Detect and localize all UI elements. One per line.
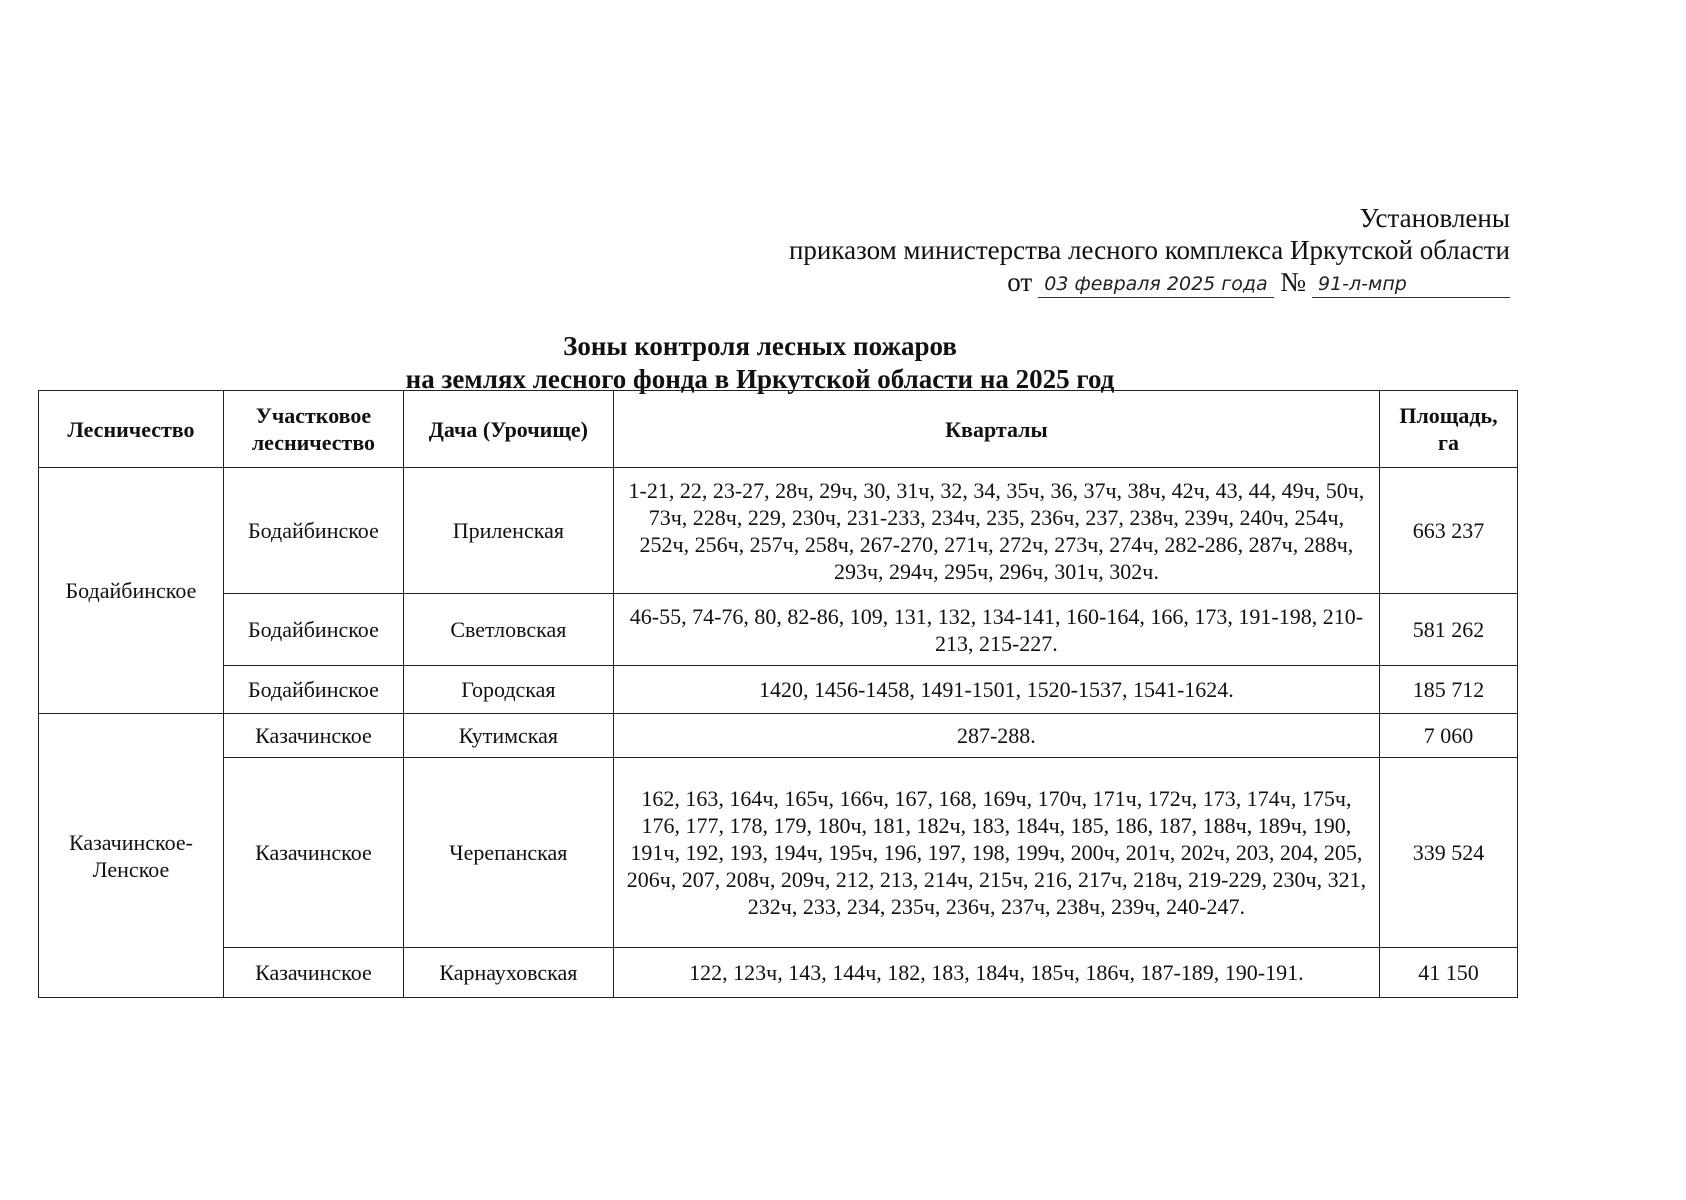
dacha-cell: Светловская bbox=[403, 594, 613, 666]
forestry-cell: Казачинское-Ленское bbox=[39, 714, 224, 998]
district-cell: Казачинское bbox=[223, 714, 403, 758]
area-cell: 7 060 bbox=[1379, 714, 1517, 758]
table-row bbox=[39, 948, 1518, 998]
handwritten-number: 91-л-мпр bbox=[1312, 271, 1510, 298]
district-cell: Бодайбинское bbox=[223, 666, 403, 714]
header-forestry: Лесничество bbox=[39, 391, 224, 468]
zones-table bbox=[38, 390, 1518, 998]
approval-title: Установлены bbox=[1359, 203, 1510, 233]
table-row bbox=[39, 758, 1518, 948]
approval-order-text: приказом министерства лесного комплекса Иркутской области bbox=[788, 235, 1510, 265]
table-row bbox=[39, 468, 1518, 594]
area-cell: 663 237 bbox=[1379, 468, 1517, 594]
approval-signature-line bbox=[1007, 266, 1510, 298]
number-label: № bbox=[1280, 267, 1306, 297]
quarters-cell: 162, 163, 164ч, 165ч, 166ч, 167, 168, 169ч, 170ч, 171ч, 172ч, 173, 174ч, 175ч, 176, 177, 178, 179, 180ч, 181, 182ч, 183, 184ч, 185, 186, 187, 188ч, 189ч, 190, 191ч, 192, 193, 194ч, 195ч, 196, 197, 198, 199ч, 200ч, 201ч, 202ч, 203, 204, 205, 206ч, 207, 208ч, 209ч, 212, 213, 214ч, 215ч, 216, 217ч, 218ч, 219-229, 230ч, 321, 232ч, 233, 234, 235ч, 236ч, 237ч, 238ч, 239ч, 240-247. bbox=[613, 758, 1379, 948]
document-title bbox=[300, 330, 1220, 396]
area-cell: 185 712 bbox=[1379, 666, 1517, 714]
quarters-cell: 46-55, 74-76, 80, 82-86, 109, 131, 132, 134-141, 160-164, 166, 173, 191-198, 210-213, 215-227. bbox=[613, 594, 1379, 666]
table-row bbox=[39, 714, 1518, 758]
area-cell: 339 524 bbox=[1379, 758, 1517, 948]
district-cell: Бодайбинское bbox=[223, 468, 403, 594]
forestry-cell: Бодайбинское bbox=[39, 468, 224, 714]
title-line-2: на землях лесного фонда в Иркутской области на 2025 год bbox=[405, 364, 1115, 394]
quarters-cell: 287-288. bbox=[613, 714, 1379, 758]
area-cell: 581 262 bbox=[1379, 594, 1517, 666]
quarters-cell: 1-21, 22, 23-27, 28ч, 29ч, 30, 31ч, 32, 34, 35ч, 36, 37ч, 38ч, 42ч, 43, 44, 49ч, 50ч, 73ч, 228ч, 229, 230ч, 231-233, 234ч, 235, 236ч, 237, 238ч, 239ч, 240ч, 254ч, 252ч, 256ч, 257ч, 258ч, 267-270, 271ч, 272ч, 273ч, 274ч, 282-286, 287ч, 288ч, 293ч, 294ч, 295ч, 296ч, 301ч, 302ч. bbox=[613, 468, 1379, 594]
district-cell: Бодайбинское bbox=[223, 594, 403, 666]
dacha-cell: Черепанская bbox=[403, 758, 613, 948]
header-dacha: Дача (Урочище) bbox=[403, 391, 613, 468]
table-header-row bbox=[39, 391, 1518, 468]
table-row bbox=[39, 594, 1518, 666]
handwritten-date: 03 февраля 2025 года bbox=[1038, 271, 1274, 298]
district-cell: Казачинское bbox=[223, 948, 403, 998]
header-district: Участковое лесничество bbox=[223, 391, 403, 468]
quarters-cell: 122, 123ч, 143, 144ч, 182, 183, 184ч, 185ч, 186ч, 187-189, 190-191. bbox=[613, 948, 1379, 998]
quarters-cell: 1420, 1456-1458, 1491-1501, 1520-1537, 1541-1624. bbox=[613, 666, 1379, 714]
header-area: Площадь, га bbox=[1379, 391, 1517, 468]
district-cell: Казачинское bbox=[223, 758, 403, 948]
area-cell: 41 150 bbox=[1379, 948, 1517, 998]
title-line-1: Зоны контроля лесных пожаров bbox=[563, 331, 957, 361]
dacha-cell: Городская bbox=[403, 666, 613, 714]
header-quarters: Кварталы bbox=[613, 391, 1379, 468]
from-label: от bbox=[1007, 267, 1033, 297]
dacha-cell: Карнауховская bbox=[403, 948, 613, 998]
table-row bbox=[39, 666, 1518, 714]
dacha-cell: Кутимская bbox=[403, 714, 613, 758]
dacha-cell: Приленская bbox=[403, 468, 613, 594]
approval-block bbox=[789, 202, 1510, 298]
